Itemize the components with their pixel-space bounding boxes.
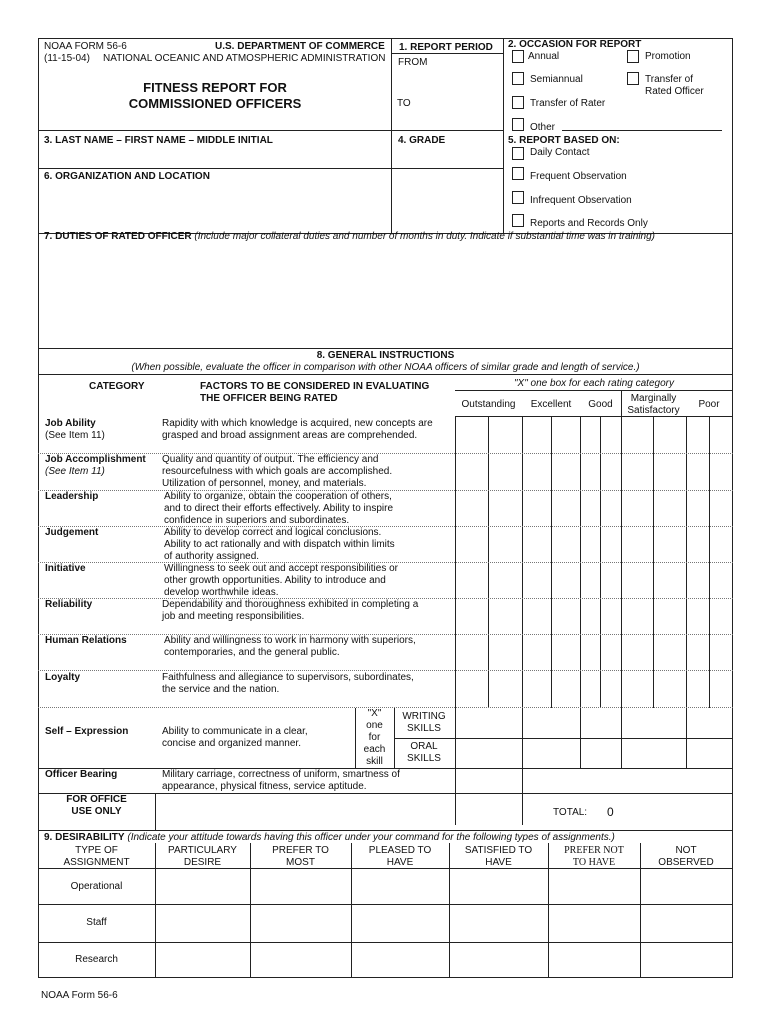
- col-header-prefer-not-1: PREFER NOT: [564, 845, 624, 856]
- category-sub: (See Item 11): [45, 430, 105, 441]
- category-name: Job Accomplishment: [45, 454, 146, 465]
- category-name: Officer Bearing: [45, 769, 118, 780]
- factor-line: Willingness to seek out and accept responsibilities or: [164, 563, 399, 574]
- factor-line: job and meeting responsibilities.: [162, 611, 305, 622]
- col-header-particularly-1: PARTICULARY: [168, 845, 237, 856]
- grade-field-label: 4. GRADE: [398, 135, 446, 146]
- rating-poor-header: Poor: [698, 399, 720, 410]
- factor-line: other growth opportunities. Ability to introduce and: [164, 575, 386, 586]
- semiannual-label: Semiannual: [530, 74, 583, 85]
- factor-line: confidence in superiors and subordinates.: [164, 515, 350, 526]
- form-title-line1: FITNESS REPORT FOR: [143, 80, 287, 95]
- assignment-row-label: Operational: [70, 881, 123, 892]
- factor-line: the service and the nation.: [162, 684, 280, 695]
- category-name: Loyalty: [45, 672, 81, 683]
- col-header-prefer-2: MOST: [286, 857, 315, 868]
- report-period-to-label: TO: [397, 98, 411, 109]
- col-header-prefer-not-2: TO HAVE: [572, 857, 616, 868]
- oral-skills-label-1: ORAL: [410, 741, 438, 752]
- rating-excellent-header: Excellent: [530, 399, 572, 410]
- col-header-not-observed-1: NOT: [675, 845, 697, 856]
- footer-form-number: NOAA Form 56-6: [41, 990, 118, 1001]
- transfer-rater-checkbox[interactable]: [512, 96, 524, 109]
- category-name: Human Relations: [45, 635, 127, 646]
- office-use-label-1: FOR OFFICE: [66, 794, 127, 805]
- form-date: (11-15-04): [44, 53, 90, 64]
- category-name: Self – Expression: [45, 726, 129, 737]
- desirability-label: 9. DESIRABILITY: [44, 832, 125, 843]
- promotion-label: Promotion: [645, 51, 691, 62]
- category-name: Leadership: [45, 491, 99, 502]
- rating-marginal-header-2: Satisfactory: [627, 405, 680, 416]
- col-header-type-1: TYPE OF: [75, 845, 118, 856]
- factor-line: of authority assigned.: [164, 551, 260, 562]
- writing-skills-label-1: WRITING: [402, 711, 446, 722]
- factors-header-1: FACTORS TO BE CONSIDERED IN EVALUATING: [200, 381, 430, 392]
- col-header-pleased-1: PLEASED TO: [368, 845, 432, 856]
- col-header-particularly-2: DESIRE: [183, 857, 222, 868]
- factor-line: Ability and willingness to work in harmony with superiors,: [164, 635, 416, 646]
- factor-line: Ability to develop correct and logical conclusions.: [164, 527, 382, 538]
- col-header-satisfied-2: HAVE: [485, 857, 512, 868]
- department-name: U.S. DEPARTMENT OF COMMERCE: [215, 41, 385, 52]
- daily-contact-label: Daily Contact: [530, 147, 590, 158]
- assignment-row-label: Research: [75, 954, 118, 965]
- frequent-observation-checkbox[interactable]: [512, 167, 524, 180]
- factor-line: Ability to act rationally and with dispatch within limits: [164, 539, 395, 550]
- total-label: TOTAL:: [553, 807, 588, 818]
- report-period-divider: [391, 53, 504, 54]
- promotion-checkbox[interactable]: [627, 50, 639, 63]
- factor-line: resourcefulness with which goals are accomplished.: [162, 466, 393, 477]
- factor-line: Faithfulness and allegiance to supervisors, subordinates,: [162, 672, 414, 683]
- category-name: Job Ability: [45, 418, 96, 429]
- daily-contact-checkbox[interactable]: [512, 147, 524, 160]
- category-name: Initiative: [45, 563, 86, 574]
- form-number: NOAA FORM 56-6: [44, 41, 127, 52]
- transfer-officer-label-1: Transfer of: [645, 74, 693, 85]
- category-header: CATEGORY: [89, 381, 145, 392]
- total-value: 0: [607, 805, 614, 819]
- factor-line: develop worthwhile ideas.: [164, 587, 279, 598]
- x-note-line: skill: [366, 756, 383, 767]
- semiannual-checkbox[interactable]: [512, 72, 524, 85]
- factor-line: Utilization of personnel, money, and materials.: [162, 478, 367, 489]
- duties-label: 7. DUTIES OF RATED OFFICER: [44, 231, 192, 242]
- instructions-note: (When possible, evaluate the officer in comparison with other NOAA officers of similar grade and length of service.): [131, 362, 640, 373]
- factor-line: Ability to communicate in a clear,: [162, 726, 308, 737]
- category-name: Judgement: [45, 527, 99, 538]
- other-checkbox[interactable]: [512, 118, 524, 131]
- form-title-line2: COMMISSIONED OFFICERS: [128, 96, 302, 111]
- rating-marginal-header-1: Marginally: [630, 393, 677, 404]
- factor-line: Military carriage, correctness of uniform, smartness of: [162, 769, 400, 780]
- factor-line: grasped and broad assignment areas are comprehended.: [162, 430, 418, 441]
- factor-line: Dependability and thoroughness exhibited in completing a: [162, 599, 419, 610]
- x-note-line: for: [368, 732, 381, 743]
- organization-field-label: 6. ORGANIZATION AND LOCATION: [44, 171, 210, 182]
- duties-heading: [44, 231, 655, 243]
- factor-line: Rapidity with which knowledge is acquired, new concepts are: [162, 418, 433, 429]
- col-header-type-2: ASSIGNMENT: [63, 857, 130, 868]
- report-period-from-label: FROM: [398, 57, 428, 68]
- category-name: Reliability: [45, 599, 93, 610]
- reports-records-checkbox[interactable]: [512, 214, 524, 227]
- rating-outstanding-header: Outstanding: [461, 399, 516, 410]
- factor-line: Quality and quantity of output. The efficiency and: [162, 454, 379, 465]
- transfer-officer-label-2: Rated Officer: [645, 86, 704, 97]
- x-note-line: one: [366, 720, 383, 731]
- factor-line: Ability to organize, obtain the cooperation of others,: [164, 491, 392, 502]
- infrequent-observation-checkbox[interactable]: [512, 191, 524, 204]
- based-on-label: 5. REPORT BASED ON:: [508, 135, 620, 146]
- office-use-label-2: USE ONLY: [71, 806, 122, 817]
- factor-line: contemporaries, and the general public.: [164, 647, 340, 658]
- writing-skills-label-2: SKILLS: [407, 723, 441, 734]
- name-field-label: 3. LAST NAME – FIRST NAME – MIDDLE INITIAL: [44, 135, 273, 146]
- frequent-observation-label: Frequent Observation: [530, 171, 627, 182]
- x-note-line: each: [363, 744, 386, 755]
- assignment-row-label: Staff: [86, 917, 107, 928]
- duties-note: (Include major collateral duties and number of months in duty. Indicate if substantial time was in training): [194, 231, 655, 242]
- transfer-officer-checkbox[interactable]: [627, 72, 639, 85]
- reports-records-label: Reports and Records Only: [530, 218, 648, 229]
- factor-line: and to direct their efforts effectively. Ability to inspire: [164, 503, 394, 514]
- report-period-label: 1. REPORT PERIOD: [399, 42, 493, 53]
- infrequent-observation-label: Infrequent Observation: [530, 195, 632, 206]
- oral-skills-label-2: SKILLS: [407, 753, 441, 764]
- factor-line: concise and organized manner.: [162, 738, 301, 749]
- desirability-note: (Indicate your attitude towards having this officer under your command for the following types of assignments.): [127, 832, 615, 843]
- duties-input-area[interactable]: [40, 245, 730, 345]
- agency-name: NATIONAL OCEANIC AND ATMOSPHERIC ADMINISTRATION: [103, 53, 386, 64]
- col-header-prefer-1: PREFER TO: [272, 845, 329, 856]
- annual-label: Annual: [528, 51, 560, 62]
- rating-note: "X" one box for each rating category: [514, 378, 674, 389]
- col-header-not-observed-2: OBSERVED: [658, 857, 714, 868]
- other-label: Other: [530, 122, 556, 133]
- transfer-rater-label: Transfer of Rater: [530, 98, 606, 109]
- occasion-label: 2. OCCASION FOR REPORT: [508, 39, 642, 50]
- col-header-pleased-2: HAVE: [386, 857, 414, 868]
- x-note-line: "X": [367, 708, 382, 719]
- desirability-heading: [44, 832, 615, 844]
- factors-header-2: THE OFFICER BEING RATED: [200, 393, 338, 404]
- rating-good-header: Good: [588, 399, 613, 410]
- factor-line: appearance, physical fitness, service aptitude.: [162, 781, 367, 792]
- category-sub: (See Item 11): [45, 466, 105, 477]
- annual-checkbox[interactable]: [512, 50, 524, 63]
- other-input-line[interactable]: [562, 130, 722, 131]
- instructions-label: 8. GENERAL INSTRUCTIONS: [316, 350, 455, 361]
- col-header-satisfied-1: SATISFIED TO: [464, 845, 533, 856]
